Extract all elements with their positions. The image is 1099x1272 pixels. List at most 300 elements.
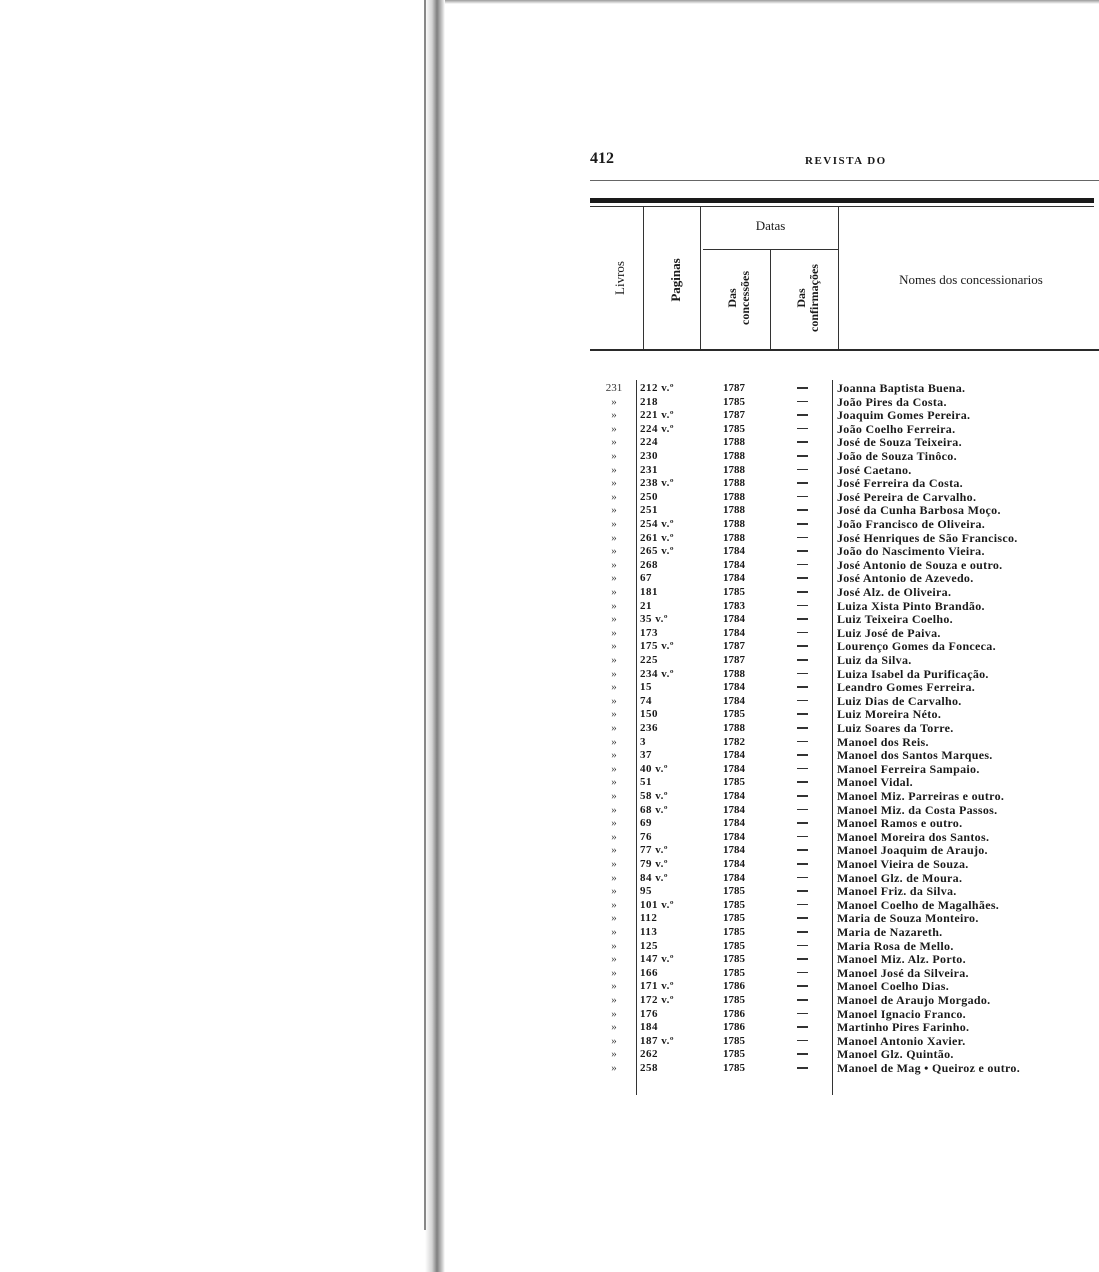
cell-nome-concessionario: Luiza Isabel da Purificação.: [837, 666, 989, 681]
cell-pagina: 258: [640, 1062, 658, 1074]
cell-livro: »: [611, 531, 617, 544]
cell-data-confirmacao: [793, 571, 813, 585]
table-row: [0, 612, 1099, 626]
cell-nome-concessionario: João Coelho Ferreira.: [837, 421, 956, 436]
confirmacao-dash: [797, 1067, 808, 1069]
cell-data-confirmacao: [793, 490, 813, 504]
cell-pagina: 173: [640, 626, 658, 639]
cell-data-concessao: 1784: [723, 844, 745, 857]
table-row: [0, 408, 1099, 422]
cell-data-concessao: 1785: [723, 708, 745, 721]
cell-pagina: 225: [640, 654, 658, 666]
cell-livro: »: [611, 1021, 617, 1034]
cell-nome-concessionario: José Antonio de Azevedo.: [837, 571, 974, 586]
cell-data-confirmacao: [793, 435, 813, 449]
table-row: [0, 748, 1099, 762]
table-row: [0, 517, 1099, 531]
cell-data-confirmacao: [793, 422, 813, 436]
cell-data-concessao: 1785: [723, 953, 745, 966]
confirmacao-dash: [797, 618, 808, 620]
table-row: [0, 1047, 1099, 1061]
cell-livro: »: [611, 953, 617, 966]
cell-pagina: 35 v.º: [640, 613, 669, 626]
cell-livro: »: [611, 558, 617, 571]
cell-data-confirmacao: [793, 762, 813, 776]
cell-nome-concessionario: Manoel Moreira dos Santos.: [837, 829, 990, 844]
cell-nome-concessionario: Manoel Friz. da Silva.: [837, 884, 957, 899]
cell-nome-concessionario: José Henriques de São Francisco.: [837, 530, 1018, 545]
confirmacao-dash: [797, 550, 808, 552]
table-row: [0, 435, 1099, 449]
confirmacao-dash: [797, 455, 808, 457]
confirmacao-dash: [797, 659, 808, 661]
header-das-confirmacoes-line1: Das: [793, 288, 808, 308]
cell-pagina: 218: [640, 395, 658, 408]
cell-data-concessao: 1784: [723, 626, 745, 639]
cell-livro: »: [611, 939, 617, 952]
table-row: [0, 571, 1099, 585]
cell-livro: »: [611, 871, 617, 884]
cell-data-concessao: 1784: [723, 790, 745, 802]
cell-data-concessao: 1784: [723, 817, 745, 830]
cell-nome-concessionario: Lourenço Gomes da Fonceca.: [837, 639, 996, 654]
table-row: [0, 775, 1099, 789]
confirmacao-dash: [797, 958, 808, 960]
confirmacao-dash: [797, 727, 808, 729]
cell-pagina: 3: [640, 735, 646, 748]
cell-data-confirmacao: [793, 979, 813, 993]
cell-nome-concessionario: Luiz Dias de Carvalho.: [837, 693, 962, 708]
cell-data-confirmacao: [793, 626, 813, 640]
cell-livro: »: [611, 640, 617, 653]
table-row: [0, 544, 1099, 558]
cell-data-concessao: 1788: [723, 504, 745, 517]
confirmacao-dash: [797, 537, 808, 539]
confirmacao-dash: [797, 482, 808, 484]
cell-data-concessao: 1784: [723, 871, 745, 884]
cell-data-concessao: 1784: [723, 830, 745, 843]
cell-data-concessao: 1788: [723, 477, 745, 490]
confirmacao-dash: [797, 428, 808, 430]
cell-data-confirmacao: [793, 694, 813, 708]
cell-data-concessao: 1788: [723, 490, 745, 503]
table-row: [0, 422, 1099, 436]
cell-nome-concessionario: Leandro Gomes Ferreira.: [837, 680, 976, 695]
confirmacao-dash: [797, 1013, 808, 1015]
confirmacao-dash: [797, 768, 808, 770]
cell-data-confirmacao: [793, 803, 813, 817]
table-row: [0, 884, 1099, 898]
confirmacao-dash: [797, 999, 808, 1001]
confirmacao-dash: [797, 741, 808, 743]
cell-livro: »: [611, 803, 617, 816]
cell-data-concessao: 1785: [723, 422, 745, 435]
confirmacao-dash: [797, 972, 808, 974]
header-nomes-dos-concessionarios: Nomes dos concessionarios: [899, 272, 1043, 287]
cell-nome-concessionario: João de Souza Tinôco.: [837, 449, 957, 463]
table-row: [0, 939, 1099, 953]
cell-livro: »: [611, 504, 617, 517]
cell-pagina: 268: [640, 558, 658, 571]
cell-nome-concessionario: Luiz da Silva.: [837, 653, 912, 667]
cell-data-concessao: 1785: [723, 994, 745, 1006]
cell-pagina: 212 v.º: [640, 382, 675, 394]
cell-data-confirmacao: [793, 816, 813, 830]
cell-pagina: 147 v.º: [640, 953, 675, 966]
table-row: [0, 667, 1099, 681]
cell-nome-concessionario: Manoel Miz. da Costa Passos.: [837, 802, 998, 817]
cell-data-confirmacao: [793, 993, 813, 1007]
cell-livro: »: [611, 966, 617, 979]
cell-data-confirmacao: [793, 653, 813, 667]
confirmacao-dash: [797, 414, 808, 416]
table-row: [0, 463, 1099, 477]
cell-pagina: 176: [640, 1007, 658, 1020]
table-top-thick-rule: [590, 198, 1094, 203]
cell-nome-concessionario: José da Cunha Barbosa Moço.: [837, 503, 1001, 518]
cell-data-confirmacao: [793, 1007, 813, 1021]
confirmacao-dash: [797, 1026, 808, 1028]
cell-data-confirmacao: [793, 517, 813, 531]
cell-pagina: 166: [640, 966, 658, 979]
table-row: [0, 381, 1099, 395]
cell-data-confirmacao: [793, 898, 813, 912]
cell-nome-concessionario: Joaquim Gomes Pereira.: [837, 408, 971, 423]
confirmacao-dash: [797, 877, 808, 879]
cell-livro: »: [611, 1062, 617, 1074]
cell-pagina: 95: [640, 885, 652, 898]
cell-livro: »: [611, 518, 617, 530]
cell-pagina: 76: [640, 830, 652, 843]
cell-data-concessao: 1784: [723, 558, 745, 571]
cell-livro: »: [611, 477, 617, 490]
cell-data-concessao: 1786: [723, 1007, 745, 1020]
header-das-concessoes-line1: Das: [724, 288, 739, 308]
cell-pagina: 234 v.º: [640, 667, 675, 680]
header-das-concessoes-line2: concessões: [738, 271, 752, 325]
cell-livro: »: [611, 667, 617, 680]
cell-nome-concessionario: Luiz José de Paiva.: [837, 625, 941, 640]
cell-data-confirmacao: [793, 395, 813, 409]
cell-data-confirmacao: [793, 884, 813, 898]
cell-livro: »: [611, 749, 617, 762]
table-row: [0, 395, 1099, 409]
cell-pagina: 112: [640, 912, 658, 925]
cell-data-concessao: 1787: [723, 382, 745, 394]
confirmacao-dash: [797, 945, 808, 947]
cell-data-concessao: 1787: [723, 640, 745, 653]
cell-data-concessao: 1785: [723, 1048, 745, 1061]
confirmacao-dash: [797, 686, 808, 688]
cell-pagina: 172 v.º: [640, 994, 675, 1006]
cell-data-confirmacao: [793, 1061, 813, 1075]
confirmacao-dash: [797, 849, 808, 851]
confirmacao-dash: [797, 781, 808, 783]
cell-data-confirmacao: [793, 939, 813, 953]
confirmacao-dash: [797, 917, 808, 919]
cell-data-concessao: 1785: [723, 898, 745, 911]
table-row: [0, 476, 1099, 490]
cell-livro: »: [611, 572, 617, 585]
cell-data-confirmacao: [793, 544, 813, 558]
cell-data-concessao: 1784: [723, 749, 745, 762]
cell-pagina: 77 v.º: [640, 844, 669, 857]
divider-livros-paginas: [643, 206, 644, 351]
cell-nome-concessionario: Manoel Coelho de Magalhães.: [837, 897, 1000, 912]
cell-livro: »: [611, 722, 617, 734]
cell-data-confirmacao: [793, 775, 813, 789]
table-row: [0, 789, 1099, 803]
cell-data-confirmacao: [793, 1020, 813, 1034]
cell-pagina: 221 v.º: [640, 409, 675, 422]
cell-livro: »: [611, 790, 617, 802]
cell-pagina: 171 v.º: [640, 980, 675, 993]
table-row: [0, 626, 1099, 640]
cell-nome-concessionario: Joanna Baptista Buena.: [837, 381, 966, 395]
table-row: [0, 694, 1099, 708]
cell-data-confirmacao: [793, 735, 813, 749]
confirmacao-dash: [797, 441, 808, 443]
header-das-confirmacoes-line2: confirmações: [807, 264, 821, 332]
table-row: [0, 585, 1099, 599]
cell-data-concessao: 1785: [723, 926, 745, 938]
confirmacao-dash: [797, 523, 808, 525]
cell-data-concessao: 1788: [723, 450, 745, 462]
cell-data-confirmacao: [793, 381, 813, 395]
cell-data-concessao: 1785: [723, 1062, 745, 1074]
cell-livro: »: [611, 626, 617, 639]
cell-data-concessao: 1785: [723, 966, 745, 979]
cell-nome-concessionario: João Pires da Costa.: [837, 394, 947, 409]
table-row: [0, 599, 1099, 613]
cell-data-confirmacao: [793, 667, 813, 681]
cell-pagina: 231: [640, 463, 658, 476]
confirmacao-dash: [797, 1040, 808, 1042]
table-row: [0, 735, 1099, 749]
cell-data-concessao: 1784: [723, 572, 745, 585]
cell-data-confirmacao: [793, 599, 813, 613]
cell-nome-concessionario: Manoel Miz. Parreiras e outro.: [837, 789, 1005, 803]
cell-data-confirmacao: [793, 639, 813, 653]
cell-livro: »: [611, 681, 617, 694]
cell-pagina: 40 v.º: [640, 762, 669, 775]
confirmacao-dash: [797, 863, 808, 865]
cell-nome-concessionario: José Ferreira da Costa.: [837, 476, 963, 491]
cell-livro: »: [611, 490, 617, 503]
cell-data-confirmacao: [793, 558, 813, 572]
cell-livro: »: [611, 844, 617, 857]
cell-nome-concessionario: Maria de Nazareth.: [837, 925, 943, 939]
cell-data-confirmacao: [793, 966, 813, 980]
table-row: [0, 925, 1099, 939]
cell-livro: »: [611, 1048, 617, 1061]
cell-nome-concessionario: Manoel Antonio Xavier.: [837, 1033, 966, 1048]
cell-pagina: 125: [640, 939, 658, 952]
cell-data-concessao: 1784: [723, 803, 745, 816]
cell-nome-concessionario: Manoel Glz. Quintão.: [837, 1047, 954, 1062]
cell-nome-concessionario: Manoel Ferreira Sampaio.: [837, 761, 980, 776]
header-livros: Livros: [611, 261, 627, 295]
cell-data-confirmacao: [793, 789, 813, 803]
cell-data-concessao: 1787: [723, 654, 745, 666]
table-row: [0, 898, 1099, 912]
cell-pagina: 79 v.º: [640, 858, 669, 870]
confirmacao-dash: [797, 754, 808, 756]
cell-nome-concessionario: José Antonio de Souza e outro.: [837, 557, 1003, 572]
header-das-concessoes: [726, 271, 752, 325]
cell-data-confirmacao: [793, 531, 813, 545]
header-paginas: Paginas: [667, 258, 683, 302]
cell-nome-concessionario: José Alz. de Oliveira.: [837, 585, 952, 599]
cell-data-confirmacao: [793, 408, 813, 422]
confirmacao-dash: [797, 822, 808, 824]
cell-data-concessao: 1784: [723, 545, 745, 558]
divider-paginas-datas: [700, 206, 701, 351]
table-row: [0, 993, 1099, 1007]
cell-pagina: 84 v.º: [640, 871, 669, 884]
datas-subheader-rule: [703, 249, 838, 250]
cell-pagina: 150: [640, 708, 658, 721]
cell-data-confirmacao: [793, 476, 813, 490]
confirmacao-dash: [797, 795, 808, 797]
cell-pagina: 15: [640, 681, 652, 694]
cell-livro: »: [611, 912, 617, 925]
cell-data-confirmacao: [793, 830, 813, 844]
header-rule: [590, 180, 1099, 181]
cell-livro: »: [611, 830, 617, 843]
cell-data-concessao: 1785: [723, 939, 745, 952]
cell-livro: »: [611, 586, 617, 598]
table-row: [0, 1034, 1099, 1048]
table-row: [0, 952, 1099, 966]
cell-pagina: 251: [640, 504, 658, 517]
cell-nome-concessionario: Maria de Souza Monteiro.: [837, 911, 979, 926]
cell-nome-concessionario: João Francisco de Oliveira.: [837, 517, 986, 531]
cell-nome-concessionario: Manoel dos Reis.: [837, 734, 929, 749]
cell-data-confirmacao: [793, 449, 813, 463]
cell-livro: »: [611, 1034, 617, 1047]
cell-pagina: 101 v.º: [640, 898, 675, 911]
cell-livro: »: [611, 1007, 617, 1020]
cell-livro: »: [611, 436, 617, 449]
cell-pagina: 37: [640, 749, 652, 762]
confirmacao-dash: [797, 700, 808, 702]
confirmacao-dash: [797, 645, 808, 647]
cell-data-confirmacao: [793, 721, 813, 735]
cell-pagina: 21: [640, 599, 652, 612]
cell-data-confirmacao: [793, 843, 813, 857]
cell-data-concessao: 1785: [723, 586, 745, 598]
cell-livro: »: [611, 708, 617, 721]
cell-nome-concessionario: Manoel de Mag • Queiroz e outro.: [837, 1061, 1020, 1075]
cell-data-concessao: 1783: [723, 599, 745, 612]
cell-livro: »: [611, 409, 617, 422]
table-row: [0, 871, 1099, 885]
cell-nome-concessionario: Manoel Vidal.: [837, 775, 913, 790]
cell-data-concessao: 1788: [723, 436, 745, 449]
cell-data-concessao: 1788: [723, 531, 745, 544]
cell-livro: »: [611, 994, 617, 1006]
cell-data-concessao: 1785: [723, 395, 745, 408]
cell-data-confirmacao: [793, 707, 813, 721]
cell-nome-concessionario: José de Souza Teixeira.: [837, 435, 962, 450]
cell-pagina: 236: [640, 722, 658, 734]
cell-livro: »: [611, 858, 617, 870]
cell-data-concessao: 1784: [723, 613, 745, 626]
table-row: [0, 639, 1099, 653]
table-row: [0, 707, 1099, 721]
confirmacao-dash: [797, 401, 808, 403]
table-row: [0, 857, 1099, 871]
cell-livro: »: [611, 654, 617, 666]
table-row: [0, 653, 1099, 667]
table-row: [0, 830, 1099, 844]
table-row: [0, 911, 1099, 925]
cell-data-confirmacao: [793, 680, 813, 694]
confirmacao-dash: [797, 632, 808, 634]
cell-data-concessao: 1788: [723, 667, 745, 680]
table-header-bottom-rule: [590, 349, 1099, 351]
confirmacao-dash: [797, 890, 808, 892]
confirmacao-dash: [797, 469, 808, 471]
cell-pagina: 262: [640, 1048, 658, 1061]
cell-livro: »: [611, 776, 617, 789]
cell-livro: »: [611, 694, 617, 707]
cell-livro: »: [611, 422, 617, 435]
cell-livro: »: [611, 613, 617, 626]
cell-data-concessao: 1782: [723, 735, 745, 748]
table-row: [0, 843, 1099, 857]
cell-nome-concessionario: Manoel José da Silveira.: [837, 965, 969, 980]
confirmacao-dash: [797, 673, 808, 675]
confirmacao-dash: [797, 931, 808, 933]
cell-pagina: 68 v.º: [640, 803, 669, 816]
confirmacao-dash: [797, 387, 808, 389]
cell-pagina: 187 v.º: [640, 1034, 675, 1047]
cell-data-concessao: 1784: [723, 858, 745, 870]
cell-nome-concessionario: Manoel de Araujo Morgado.: [837, 993, 991, 1007]
cell-pagina: 224: [640, 436, 658, 449]
cell-nome-concessionario: José Caetano.: [837, 462, 912, 477]
table-row: [0, 966, 1099, 980]
cell-nome-concessionario: Manoel Coelho Dias.: [837, 979, 950, 994]
cell-livro: »: [611, 599, 617, 612]
cell-data-concessao: 1788: [723, 463, 745, 476]
table-row: [0, 680, 1099, 694]
cell-data-confirmacao: [793, 925, 813, 939]
running-head: REVISTA DO: [805, 155, 887, 167]
cell-data-concessao: 1785: [723, 885, 745, 898]
cell-livro: »: [611, 980, 617, 993]
cell-livro: »: [611, 450, 617, 462]
cell-nome-concessionario: Luiz Moreira Néto.: [837, 707, 942, 722]
cell-data-confirmacao: [793, 585, 813, 599]
cell-nome-concessionario: Maria Rosa de Mello.: [837, 938, 954, 953]
cell-livro: »: [611, 885, 617, 898]
cell-data-confirmacao: [793, 911, 813, 925]
cell-pagina: 67: [640, 572, 652, 585]
confirmacao-dash: [797, 564, 808, 566]
cell-data-concessao: 1788: [723, 518, 745, 530]
cell-livro: »: [611, 463, 617, 476]
cell-data-concessao: 1788: [723, 722, 745, 734]
table-row: [0, 531, 1099, 545]
cell-livro: »: [611, 898, 617, 911]
cell-pagina: 175 v.º: [640, 640, 675, 653]
cell-pagina: 58 v.º: [640, 790, 669, 802]
divider-concessoes-confirmacoes: [770, 250, 771, 351]
cell-pagina: 69: [640, 817, 652, 830]
